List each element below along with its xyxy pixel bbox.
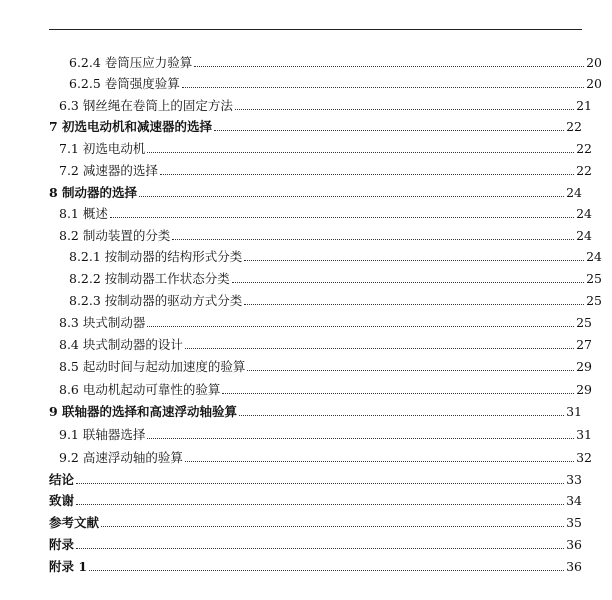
toc-leader-dots <box>247 369 574 371</box>
toc-entry-8-4[interactable] <box>49 334 592 352</box>
toc-entry-page: 35 <box>566 515 582 530</box>
toc-leader-dots <box>172 238 574 240</box>
toc-leader-dots <box>232 281 584 283</box>
toc-entry-page: 22 <box>576 141 592 156</box>
toc-leader-dots <box>160 173 574 175</box>
toc-entry-page: 24 <box>566 185 582 200</box>
toc-entry-appendix-1[interactable] <box>49 556 582 574</box>
toc-entry-8-6[interactable] <box>49 379 592 397</box>
toc-leader-dots <box>244 303 584 305</box>
toc-entry-conclusion[interactable] <box>49 469 582 487</box>
toc-entry-8-2-2[interactable] <box>49 268 602 286</box>
toc-entry-page: 34 <box>566 493 582 508</box>
toc-entry-page: 31 <box>566 404 582 419</box>
toc-entry-page: 31 <box>576 427 592 442</box>
toc-entry-page: 29 <box>576 382 592 397</box>
toc-leader-dots <box>235 108 574 110</box>
toc-entry-page: 32 <box>576 450 592 465</box>
toc-entry-page: 20 <box>586 55 602 70</box>
toc-entry-page: 21 <box>576 98 592 113</box>
toc-entry-page: 33 <box>566 472 582 487</box>
toc-entry-page: 20 <box>586 76 602 91</box>
toc-entry-page: 22 <box>566 119 582 134</box>
toc-entry-page: 36 <box>566 537 582 552</box>
toc-entry-8-2[interactable] <box>49 225 592 243</box>
toc-entry-label: 8.1 概述 <box>59 206 108 221</box>
toc-entry-label: 附录 1 <box>49 559 88 574</box>
toc-entry-8[interactable] <box>49 182 582 200</box>
toc-entry-label: 7.1 初选电动机 <box>59 141 146 156</box>
toc-entry-acknowledgements[interactable] <box>49 490 582 508</box>
toc-entry-label: 结论 <box>49 472 75 487</box>
toc-entry-label: 8 制动器的选择 <box>49 185 138 200</box>
toc-entry-8-1[interactable] <box>49 203 592 221</box>
toc-leader-dots <box>222 392 574 394</box>
toc-entry-label: 8.5 起动时间与起动加速度的验算 <box>59 359 246 374</box>
toc-entry-label: 8.2.3 按制动器的驱动方式分类 <box>69 293 243 308</box>
toc-entry-page: 24 <box>586 249 602 264</box>
toc-leader-dots <box>244 259 584 261</box>
toc-entry-8-5[interactable] <box>49 356 592 374</box>
toc-entry-label: 6.2.4 卷筒压应力验算 <box>69 55 193 70</box>
toc-entry-label: 9 联轴器的选择和高速浮动轴验算 <box>49 404 238 419</box>
toc-entry-7-1[interactable] <box>49 138 592 156</box>
toc-leader-dots <box>76 482 564 484</box>
toc-entry-6-3[interactable] <box>49 95 592 113</box>
toc-leader-dots <box>101 525 564 527</box>
toc-entry-page: 25 <box>586 271 602 286</box>
toc-entry-label: 8.3 块式制动器 <box>59 315 146 330</box>
toc-entry-6-2-4[interactable] <box>49 52 602 70</box>
toc-entry-label: 6.2.5 卷筒强度验算 <box>69 76 180 91</box>
toc-entry-9-1[interactable] <box>49 424 592 442</box>
toc-entry-page: 25 <box>576 315 592 330</box>
toc-leader-dots <box>147 437 574 439</box>
toc-entry-label: 附录 <box>49 537 75 552</box>
toc-entry-label: 9.1 联轴器选择 <box>59 427 146 442</box>
toc-entry-label: 9.2 高速浮动轴的验算 <box>59 450 183 465</box>
toc-leader-dots <box>147 325 574 327</box>
toc-entry-label: 8.6 电动机起动可靠性的验算 <box>59 382 221 397</box>
toc-entry-page: 36 <box>566 559 582 574</box>
toc-entry-page: 27 <box>576 337 592 352</box>
header-rule <box>49 29 582 30</box>
toc-entry-label: 参考文献 <box>49 515 100 530</box>
toc-entry-6-2-5[interactable] <box>49 73 602 91</box>
toc-entry-label: 致谢 <box>49 493 75 508</box>
toc-leader-dots <box>194 65 584 67</box>
toc-leader-dots <box>76 503 564 505</box>
toc-entry-appendix[interactable] <box>49 534 582 552</box>
toc-leader-dots <box>147 151 574 153</box>
toc-leader-dots <box>182 86 584 88</box>
toc-entry-page: 24 <box>576 228 592 243</box>
toc-entry-label: 8.4 块式制动器的设计 <box>59 337 183 352</box>
toc-entry-page: 29 <box>576 359 592 374</box>
toc-entry-8-3[interactable] <box>49 312 592 330</box>
toc-entry-8-2-1[interactable] <box>49 246 602 264</box>
toc-entry-label: 6.3 钢丝绳在卷筒上的固定方法 <box>59 98 233 113</box>
toc-entry-8-2-3[interactable] <box>49 290 602 308</box>
toc-entry-label: 7 初选电动机和减速器的选择 <box>49 119 213 134</box>
toc-entry-label: 8.2 制动装置的分类 <box>59 228 171 243</box>
toc-entry-page: 25 <box>586 293 602 308</box>
toc-leader-dots <box>76 547 564 549</box>
toc-leader-dots <box>214 129 564 131</box>
toc-entry-references[interactable] <box>49 512 582 530</box>
toc-entry-9-2[interactable] <box>49 447 592 465</box>
toc-leader-dots <box>185 347 574 349</box>
toc-leader-dots <box>185 460 574 462</box>
toc-entry-9[interactable] <box>49 401 582 419</box>
toc-leader-dots <box>110 216 574 218</box>
toc-entry-label: 7.2 减速器的选择 <box>59 163 158 178</box>
toc-entry-label: 8.2.1 按制动器的结构形式分类 <box>69 249 243 264</box>
toc-leader-dots <box>239 414 564 416</box>
toc-entry-label: 8.2.2 按制动器工作状态分类 <box>69 271 230 286</box>
toc-leader-dots <box>139 195 564 197</box>
toc-leader-dots <box>89 569 564 571</box>
toc-entry-page: 24 <box>576 206 592 221</box>
toc-entry-page: 22 <box>576 163 592 178</box>
toc-entry-7-2[interactable] <box>49 160 592 178</box>
toc-entry-7[interactable] <box>49 116 582 134</box>
